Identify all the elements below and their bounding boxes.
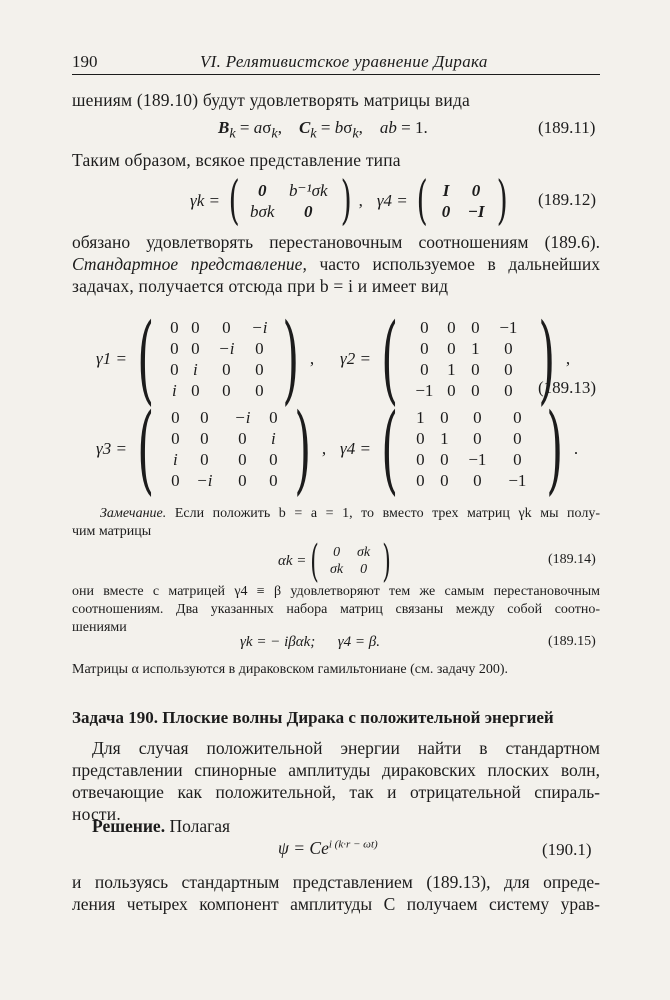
italic-term: Стандартное представление,	[72, 254, 307, 274]
left-paren: (	[310, 536, 320, 587]
matrix-cell: 0	[471, 359, 480, 379]
solution-label: Решение.	[92, 816, 166, 836]
remark-line: чим матрицы	[72, 524, 152, 539]
text-fragment: Если положить b = a = 1, то вместо трех матриц γk мы полу-	[174, 506, 601, 521]
matrix-cell: 0	[170, 338, 179, 358]
matrix-cell: 0	[171, 470, 180, 490]
matrix-cell: 0	[222, 359, 231, 379]
matrix-cell: 0	[170, 359, 179, 379]
matrix-cell: 0	[471, 180, 481, 200]
gamma1-matrix-block: γ1 = ( 0 0 0 −i 0 0 −i 0 0 i 0 0 i 0 0 0 ) ,	[96, 303, 315, 415]
matrix-cell: 0	[255, 380, 264, 400]
text-line: Таким образом, всякое представление типа	[72, 150, 401, 170]
matrix-cell: 0	[416, 449, 425, 469]
matrix-cell: 0	[473, 428, 482, 448]
right-paren: )	[381, 536, 391, 587]
matrix-cell: 0	[504, 359, 513, 379]
matrix-cell: 0	[447, 338, 456, 358]
running-header	[72, 52, 600, 75]
equation-189-12: γk = ( 0 b⁻¹σk bσk 0 ) , γ4 = ( I 0 0 −I )	[190, 171, 508, 231]
matrix-cell: 0	[222, 380, 231, 400]
left-paren: (	[137, 393, 155, 505]
matrix-cell: 0	[416, 470, 425, 490]
left-paren: (	[381, 303, 399, 415]
matrix-cell: −1	[508, 470, 527, 490]
solution-line	[92, 816, 230, 837]
matrix-cell: 0	[333, 545, 341, 560]
matrix-cell: 0	[171, 428, 180, 448]
gamma2-label: γ2 =	[340, 349, 371, 368]
left-paren: (	[416, 171, 428, 231]
right-paren: )	[546, 393, 564, 505]
gamma-k-label: γk =	[190, 191, 220, 210]
matrix-cell: i	[173, 449, 178, 469]
matrix-cell: 0	[238, 449, 247, 469]
page-number: 190	[72, 52, 98, 71]
remark-line: они вместе с матрицей γ4 ≡ β удовлетворяют тем же самым перестановочным	[72, 584, 600, 599]
matrix-cell: 0	[440, 407, 449, 427]
remark-line	[100, 506, 600, 522]
matrix-cell: 0	[200, 449, 209, 469]
remark-line: Матрицы α используются в дираковском гамильтониане (см. задачу 200).	[72, 662, 509, 677]
matrix-cell: −i	[218, 338, 235, 358]
alpha-k-label: αk =	[278, 553, 307, 569]
matrix-cell: −1	[499, 317, 518, 337]
remark-line: шениями	[72, 620, 127, 635]
right-paren: )	[282, 303, 300, 415]
matrix-cell: 0	[420, 317, 429, 337]
matrix-cell: 0	[471, 380, 480, 400]
equation-number: (189.14)	[548, 552, 596, 567]
equation-number: (189.15)	[548, 634, 596, 649]
text-line: обязано удовлетворять перестановочным соотношениям (189.6).	[72, 232, 600, 252]
matrix-cell: 0	[447, 380, 456, 400]
text-line	[72, 254, 600, 275]
matrix-cell: bσk	[250, 201, 275, 221]
task-title: Задача 190. Плоские волны Дирака с положительной энергией	[72, 708, 554, 727]
task-line: отвечающие как положительной, так и отрицательной спираль-	[72, 782, 600, 802]
matrix-cell: 0	[513, 428, 522, 448]
matrix-cell: 0	[420, 359, 429, 379]
task-line: представлении спинорные амплитуды дираковских плоских волн,	[72, 760, 600, 780]
matrix-cell: 1	[416, 407, 425, 427]
matrix-cell: 0	[269, 407, 278, 427]
equation-190-1	[278, 838, 378, 859]
matrix-cell: −1	[415, 380, 434, 400]
matrix-cell: 0	[222, 317, 231, 337]
gamma-4-label: γ4 =	[376, 191, 408, 210]
matrix-cell: 0	[360, 562, 368, 577]
matrix-gamma-k	[244, 181, 336, 222]
matrix-cell: i	[172, 380, 177, 400]
matrix-cell: 0	[238, 428, 247, 448]
running-title: VI. Релятивистское уравнение Дирака	[200, 52, 488, 71]
right-paren: )	[294, 393, 312, 505]
remark-label: Замечание.	[100, 506, 167, 521]
matrix-cell: 0	[255, 338, 264, 358]
matrix-cell: 1	[447, 359, 456, 379]
matrix-cell: I	[442, 180, 450, 200]
matrix-alpha-k	[324, 545, 378, 578]
text-line: шениям (189.10) будут удовлетворять матрицы вида	[72, 90, 471, 110]
gamma3-matrix-block: γ3 = ( 0 0 −i 0 0 0 0 i i 0 0 0 0 −i 0 0 ) ,	[96, 393, 327, 505]
right-paren: )	[538, 303, 556, 415]
matrix-cell: σk	[330, 562, 344, 577]
matrix-cell: −I	[467, 201, 485, 221]
matrix-cell: 0	[255, 359, 264, 379]
matrix-gamma4	[408, 408, 536, 491]
remark-line: соотношениям. Два указанных набора матриц связаны между собой соотно-	[72, 602, 600, 617]
text-line: задачах, получается отсюда при b = i и имеет вид	[72, 276, 449, 296]
matrix-cell: 0	[269, 449, 278, 469]
matrix-cell: b⁻¹σk	[289, 180, 328, 200]
gamma1-label: γ1 =	[96, 349, 127, 368]
matrix-cell: 0	[447, 317, 456, 337]
matrix-cell: σk	[357, 545, 371, 560]
matrix-cell: 1	[471, 338, 480, 358]
matrix-cell: 0	[513, 407, 522, 427]
left-paren: (	[228, 171, 240, 231]
matrix-cell: 0	[471, 317, 480, 337]
matrix-cell: 0	[440, 449, 449, 469]
task-line: Для случая положительной энергии найти в стандартном	[92, 738, 600, 758]
equation-base: ψ = Ce	[278, 838, 329, 858]
matrix-cell: 0	[473, 407, 482, 427]
right-paren: )	[340, 171, 352, 231]
matrix-cell: 0	[473, 470, 482, 490]
matrix-cell: −i	[251, 317, 268, 337]
text-line: и пользуясь стандартным представлением (189.13), для опреде-	[72, 872, 600, 892]
matrix-cell: 1	[440, 428, 449, 448]
equation-number: (190.1)	[542, 840, 592, 859]
matrix-cell: i	[193, 359, 198, 379]
gamma4-label: γ4 =	[340, 439, 371, 458]
matrix-cell: 0	[504, 380, 513, 400]
matrix-cell: 0	[258, 180, 267, 200]
matrix-gamma-4	[432, 181, 492, 222]
equation-exponent: i (k·r − ωt)	[328, 838, 378, 851]
matrix-gamma3	[164, 408, 284, 491]
matrix-cell: −i	[234, 407, 251, 427]
text-fragment: часто используемое в дальнейших	[319, 254, 600, 274]
matrix-cell: 0	[200, 407, 209, 427]
matrix-cell: −1	[468, 449, 487, 469]
gamma4-matrix-block: γ4 = ( 1 0 0 0 0 1 0 0 0 0 −1 0 0 0 0 −1 ) .	[340, 393, 579, 505]
text-fragment: Полагая	[169, 816, 231, 836]
gamma3-label: γ3 =	[96, 439, 127, 458]
matrix-cell: 0	[171, 407, 180, 427]
text-line: ления четырех компонент амплитуды C получаем систему урав-	[72, 894, 600, 914]
matrix-cell: 0	[191, 338, 200, 358]
right-paren: )	[496, 171, 508, 231]
matrix-cell: 0	[191, 317, 200, 337]
matrix-gamma1	[164, 318, 272, 401]
matrix-cell: 0	[304, 201, 313, 221]
left-paren: (	[381, 393, 399, 505]
matrix-cell: 0	[416, 428, 425, 448]
task-line: ности.	[72, 804, 121, 824]
matrix-cell: 0	[513, 449, 522, 469]
equation-number: (189.13)	[538, 378, 597, 397]
matrix-gamma2	[408, 318, 528, 401]
gamma2-matrix-block: γ2 = ( 0 0 0 −1 0 0 1 0 0 1 0 0 −1 0 0 0 ) ,	[340, 303, 571, 415]
equation-189-11: $B_k = a\sigma_k$, $C_k = b\sigma_k$, ab = 1.	[218, 118, 428, 142]
matrix-cell: 0	[170, 317, 179, 337]
matrix-cell: 0	[504, 338, 513, 358]
matrix-cell: 0	[420, 338, 429, 358]
matrix-cell: 0	[191, 380, 200, 400]
matrix-cell: −i	[196, 470, 213, 490]
equation-number: (189.12)	[538, 190, 597, 209]
matrix-cell: 0	[440, 470, 449, 490]
matrix-cell: 0	[238, 470, 247, 490]
equation-189-15: γk = − iβαk; γ4 = β.	[240, 634, 380, 650]
matrix-cell: 0	[269, 470, 278, 490]
equation-number: (189.11)	[538, 118, 596, 137]
matrix-cell: i	[271, 428, 276, 448]
matrix-cell: 0	[200, 428, 209, 448]
left-paren: (	[137, 303, 155, 415]
matrix-cell: 0	[441, 201, 451, 221]
equation-189-14	[278, 536, 395, 587]
